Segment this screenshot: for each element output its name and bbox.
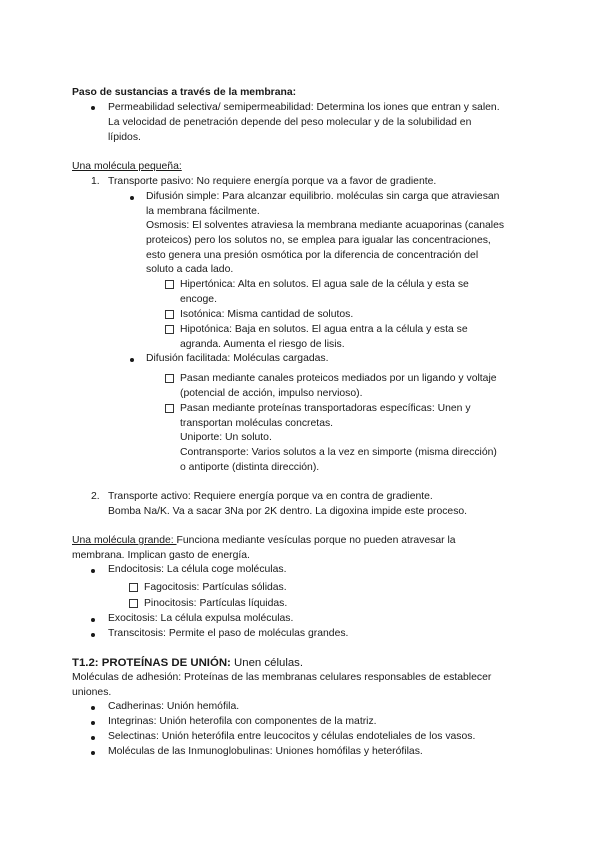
osmosis-line-1: Osmosis: El solventes atraviesa la membrana mediante acuaporinas (canales [146, 220, 505, 231]
fagocitosis: Fagocitosis: Partículas sólidas. [144, 582, 287, 593]
bullet [91, 706, 95, 710]
pinocitosis: Pinocitosis: Partículas líquidas. [144, 598, 288, 609]
transportadoras-line-2: transportan moléculas concretas. [180, 418, 334, 429]
checkbox[interactable] [165, 280, 174, 289]
hipertonica-line-2: encoge. [180, 294, 217, 305]
bullet [130, 196, 134, 200]
difusion-simple-line-2: la membrana fácilmente. [146, 206, 260, 217]
bullet [91, 633, 95, 637]
checkbox[interactable] [129, 583, 138, 592]
adhesion-intro-line-2: uniones. [72, 687, 112, 698]
difusion-simple-line-1: Difusión simple: Para alcanzar equilibrio. moléculas sin carga que atraviesan [146, 191, 500, 202]
checkbox[interactable] [165, 404, 174, 413]
contransporte-line-1: Contransporte: Varios solutos a la vez en simporte (misma dirección) [180, 447, 497, 458]
checkbox[interactable] [165, 325, 174, 334]
molecula-grande-line-1 [72, 534, 456, 548]
transcitosis: Transcitosis: Permite el paso de moléculas grandes. [108, 628, 349, 639]
permeabilidad-line-3: lípidos. [108, 132, 141, 143]
selectinas: Selectinas: Unión heterófila entre leucocitos y células endoteliales de los vasos. [108, 731, 476, 742]
inmunoglobulinas: Moléculas de las Inmunoglobulinas: Uniones homófilas y heterófilas. [108, 746, 423, 757]
t12-title: T1.2: PROTEÍNAS DE UNIÓN: [72, 657, 231, 669]
bullet [91, 736, 95, 740]
canales-line-2: (potencial de acción, impulso nervioso). [180, 388, 363, 399]
exocitosis: Exocitosis: La célula expulsa moléculas. [108, 613, 294, 624]
heading-molecula-pequena: Una molécula pequeña: [72, 161, 182, 172]
checkbox[interactable] [165, 374, 174, 383]
bullet [91, 618, 95, 622]
section-title-membrana: Paso de sustancias a través de la membrana: [72, 87, 297, 98]
canales-line-1: Pasan mediante canales proteicos mediados por un ligando y voltaje [180, 373, 497, 384]
hipotonica-line-1: Hipotónica: Baja en solutos. El agua entra a la célula y esta se [180, 324, 468, 335]
bullet [91, 721, 95, 725]
t12-title-rest: Unen células. [230, 657, 304, 669]
permeabilidad-line-2: La velocidad de penetración depende del peso molecular y de la solubilidad en [108, 117, 472, 128]
checkbox[interactable] [165, 310, 174, 319]
bullet [91, 569, 95, 573]
contransporte-line-2: o antiporte (distinta dirección). [180, 462, 320, 473]
section-title-proteinas-union [72, 656, 303, 670]
list-number: 1. [91, 176, 100, 187]
list-number: 2. [91, 491, 100, 502]
osmosis-line-2: proteicos) pero los solutos no, se emplea para igualar las concentraciones, [146, 235, 491, 246]
adhesion-intro-line-1: Moléculas de adhesión: Proteínas de las membranas celulares responsables de establecer [72, 672, 492, 683]
difusion-facilitada: Difusión facilitada: Moléculas cargadas. [146, 353, 329, 364]
molecula-grande-line-2: membrana. Implican gasto de energía. [72, 550, 250, 561]
bullet [91, 106, 95, 110]
checkbox[interactable] [129, 599, 138, 608]
transporte-pasivo: Transporte pasivo: No requiere energía porque va a favor de gradiente. [108, 176, 437, 187]
bullet [130, 358, 134, 362]
hipertonica-line-1: Hipertónica: Alta en solutos. El agua sale de la célula y esta se [180, 279, 469, 290]
uniporte: Uniporte: Un soluto. [180, 432, 272, 443]
molecula-grande-text: Funciona mediante vesículas porque no pueden atravesar la [176, 535, 456, 546]
osmosis-line-4: soluto a cada lado. [146, 264, 234, 275]
cadherinas: Cadherinas: Unión hemófila. [108, 701, 240, 712]
integrinas: Integrinas: Unión heterofila con componentes de la matriz. [108, 716, 377, 727]
endocitosis: Endocitosis: La célula coge moléculas. [108, 564, 287, 575]
transportadoras-line-1: Pasan mediante proteínas transportadoras específicas: Unen y [180, 403, 471, 414]
isotonica: Isotónica: Misma cantidad de solutos. [180, 309, 354, 320]
transporte-activo-line-1: Transporte activo: Requiere energía porque va en contra de gradiente. [108, 491, 433, 502]
hipotonica-line-2: agranda. Aumenta el riesgo de lisis. [180, 339, 345, 350]
heading-molecula-grande: Una molécula grande: [72, 535, 177, 546]
bullet [91, 751, 95, 755]
permeabilidad-line-1: Permeabilidad selectiva/ semipermeabilidad: Determina los iones que entran y salen. [108, 102, 500, 113]
osmosis-line-3: esto genera una presión osmótica por la diferencia de concentración del [146, 250, 479, 261]
transporte-activo-line-2: Bomba Na/K. Va a sacar 3Na por 2K dentro. La digoxina impide este proceso. [108, 506, 468, 517]
